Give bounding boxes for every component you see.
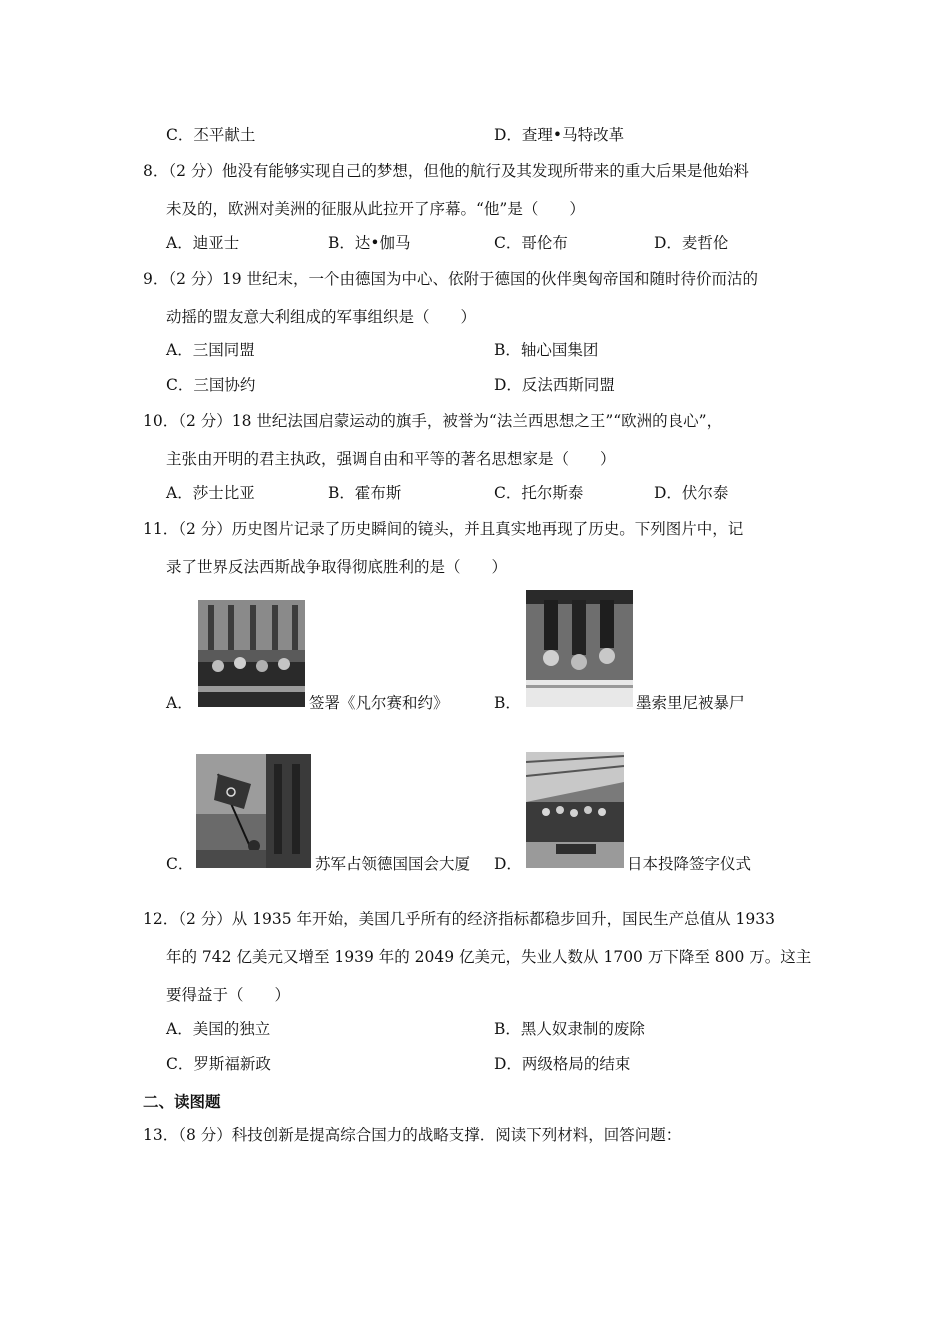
q9-stem-line1: 9．（2 分）19 世纪末，一个由德国为中心、依附于德国的伙伴奥匈帝国和随时待价而沽的	[143, 270, 759, 288]
reichstag-flag-photo	[196, 754, 311, 868]
q10-option-b: B．霍布斯	[328, 484, 402, 502]
q12-option-d: D．两级格局的结束	[494, 1055, 631, 1073]
q9-option-a: A．三国同盟	[166, 341, 255, 359]
q10-stem-line1: 10．（2 分）18 世纪法国启蒙运动的旗手，被誉为“法兰西思想之王”“欧洲的良心”，	[143, 412, 723, 430]
q11-option-c-caption: 苏军占领德国国会大厦	[315, 855, 471, 873]
q10-option-d: D．伏尔泰	[654, 484, 729, 502]
q11-stem-line1: 11．（2 分）历史图片记录了历史瞬间的镜头，并且真实地再现了历史。下列图片中，记	[143, 520, 744, 538]
q11-option-a-caption: 签署《凡尔赛和约》	[309, 694, 449, 712]
q11-stem-line2: 录了世界反法西斯战争取得彻底胜利的是（ ）	[166, 558, 508, 576]
q12-stem-line1: 12．（2 分）从 1935 年开始，美国几乎所有的经济指标都稳步回升，国民生产总值从 1933	[143, 910, 775, 928]
japan-surrender-photo	[526, 752, 624, 868]
q9-stem-line2: 动摇的盟友意大利组成的军事组织是（ ）	[166, 308, 477, 326]
q12-stem-line3: 要得益于（ ）	[166, 986, 291, 1004]
q8-option-d: D．麦哲伦	[654, 234, 729, 252]
q11-option-a-letter: A．	[166, 694, 193, 712]
q12-option-b: B．黑人奴隶制的废除	[494, 1020, 645, 1038]
q11-option-b-letter: B．	[494, 694, 521, 712]
q9-option-b: B．轴心国集团	[494, 341, 599, 359]
q11-option-d-letter: D．	[494, 855, 522, 873]
q7-option-d: D．查理•马特改革	[494, 126, 625, 144]
q9-option-d: D．反法西斯同盟	[494, 376, 615, 394]
section-title: 二、读图题	[143, 1092, 221, 1111]
q13-stem-line1: 13．（8 分）科技创新是提高综合国力的战略支撑．阅读下列材料，回答问题：	[143, 1126, 682, 1144]
versailles-treaty-photo	[198, 600, 305, 707]
q8-stem-line1: 8．（2 分）他没有能够实现自己的梦想，但他的航行及其发现所带来的重大后果是他始料	[143, 162, 749, 180]
q11-option-b-caption: 墨索里尼被暴尸	[636, 694, 745, 712]
q12-option-a: A．美国的独立	[166, 1020, 271, 1038]
q9-option-c: C．三国协约	[166, 376, 256, 394]
q10-stem-line2: 主张由开明的君主执政，强调自由和平等的著名思想家是（ ）	[166, 450, 616, 468]
q12-stem-line2: 年的 742 亿美元又增至 1939 年的 2049 亿美元，失业人数从 1700 万下降至 800 万。这主	[166, 948, 812, 966]
q8-option-b: B．达•伽马	[328, 234, 411, 252]
q11-option-d-caption: 日本投降签字仪式	[627, 855, 752, 873]
q12-option-c: C．罗斯福新政	[166, 1055, 271, 1073]
q7-option-c: C．丕平献土	[166, 126, 256, 144]
q8-option-a: A．迪亚士	[166, 234, 240, 252]
q11-option-c-letter: C．	[166, 855, 194, 873]
q10-option-a: A．莎士比亚	[166, 484, 255, 502]
mussolini-photo	[526, 590, 633, 707]
q10-option-c: C．托尔斯泰	[494, 484, 584, 502]
q8-option-c: C．哥伦布	[494, 234, 568, 252]
q8-stem-line2: 未及的，欧洲对美洲的征服从此拉开了序幕。“他”是（ ）	[166, 200, 585, 218]
